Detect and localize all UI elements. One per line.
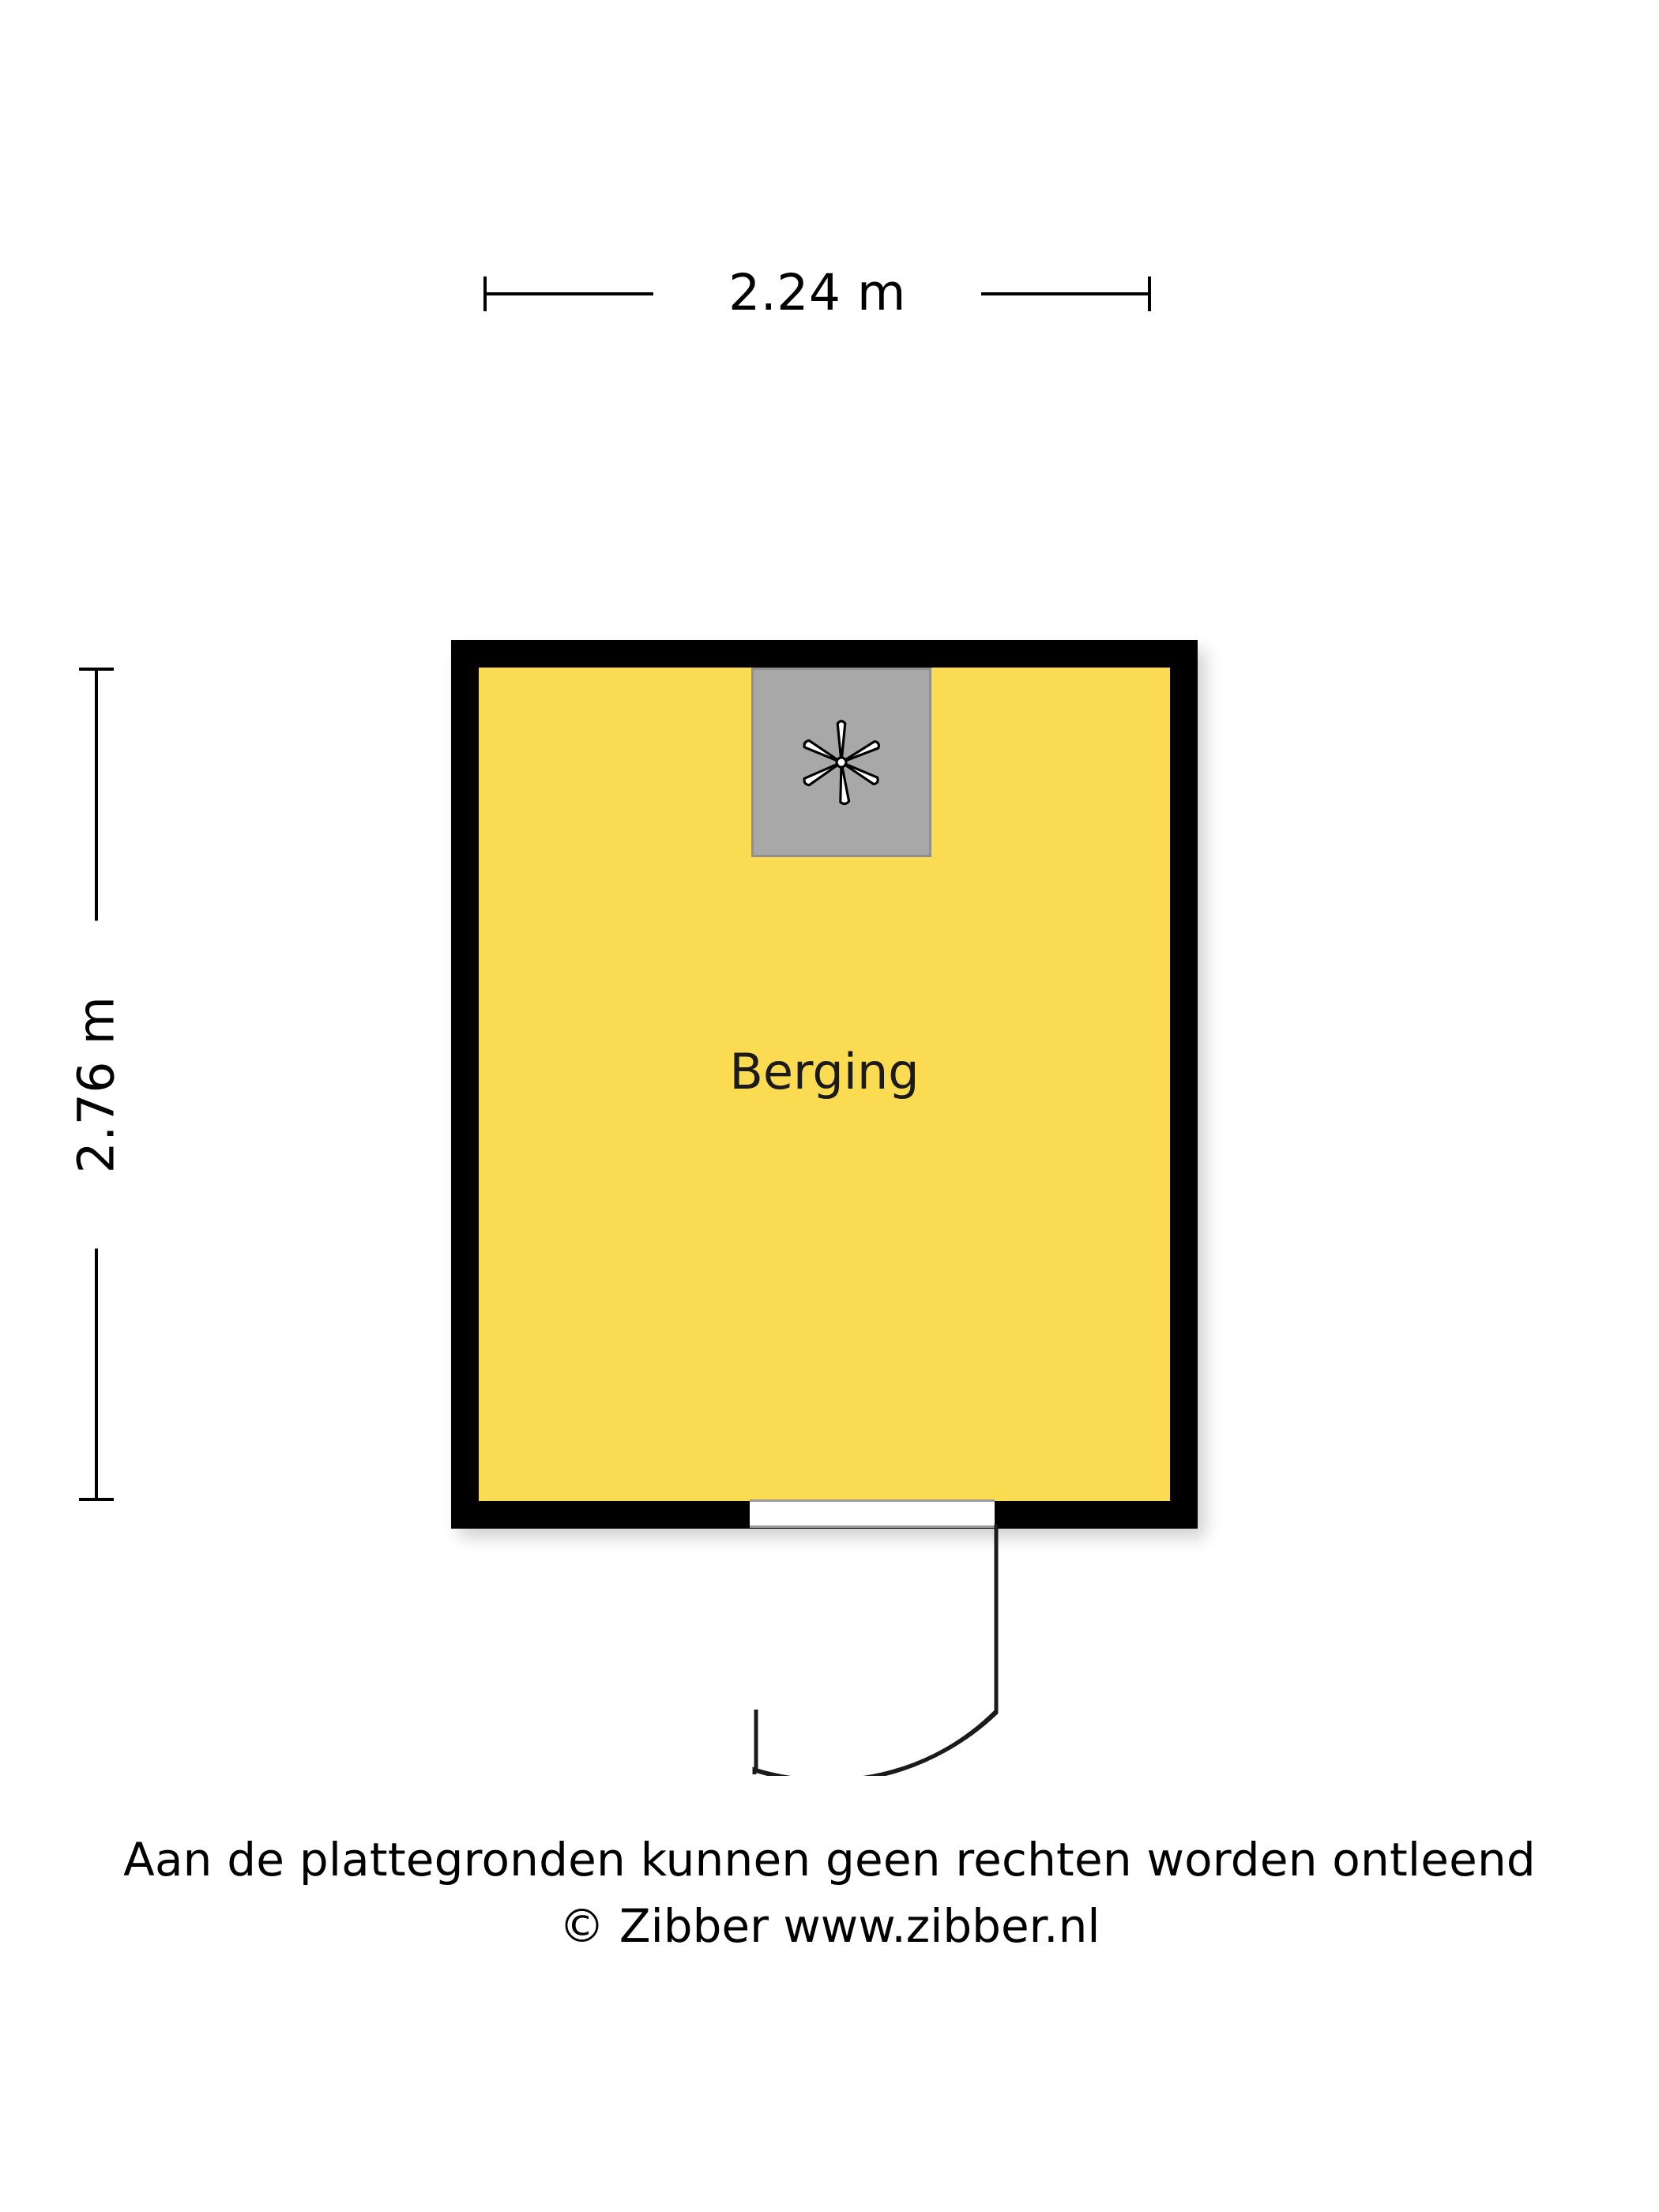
utility-star-icon (794, 715, 889, 810)
dimension-height-cap-top (79, 668, 114, 671)
room-plan (451, 640, 1198, 1529)
dimension-height (63, 668, 158, 1501)
dimension-height-cap-bottom (79, 1498, 114, 1501)
door-swing-icon (750, 1523, 1003, 1776)
dimension-width-cap-right (1148, 276, 1151, 311)
dimension-width-cap-left (483, 276, 487, 311)
dimension-height-label: 2.76 m (65, 921, 130, 1249)
footer (0, 1833, 1659, 1953)
dimension-width (483, 261, 1151, 324)
footer-copyright: © Zibber www.zibber.nl (559, 1899, 1100, 1953)
dimension-width-label: 2.24 m (653, 261, 981, 325)
room-name-label: Berging (729, 1043, 920, 1100)
meter-cupboard (751, 668, 931, 857)
footer-disclaimer: Aan de plattegronden kunnen geen rechten worden ontleend (123, 1833, 1536, 1887)
